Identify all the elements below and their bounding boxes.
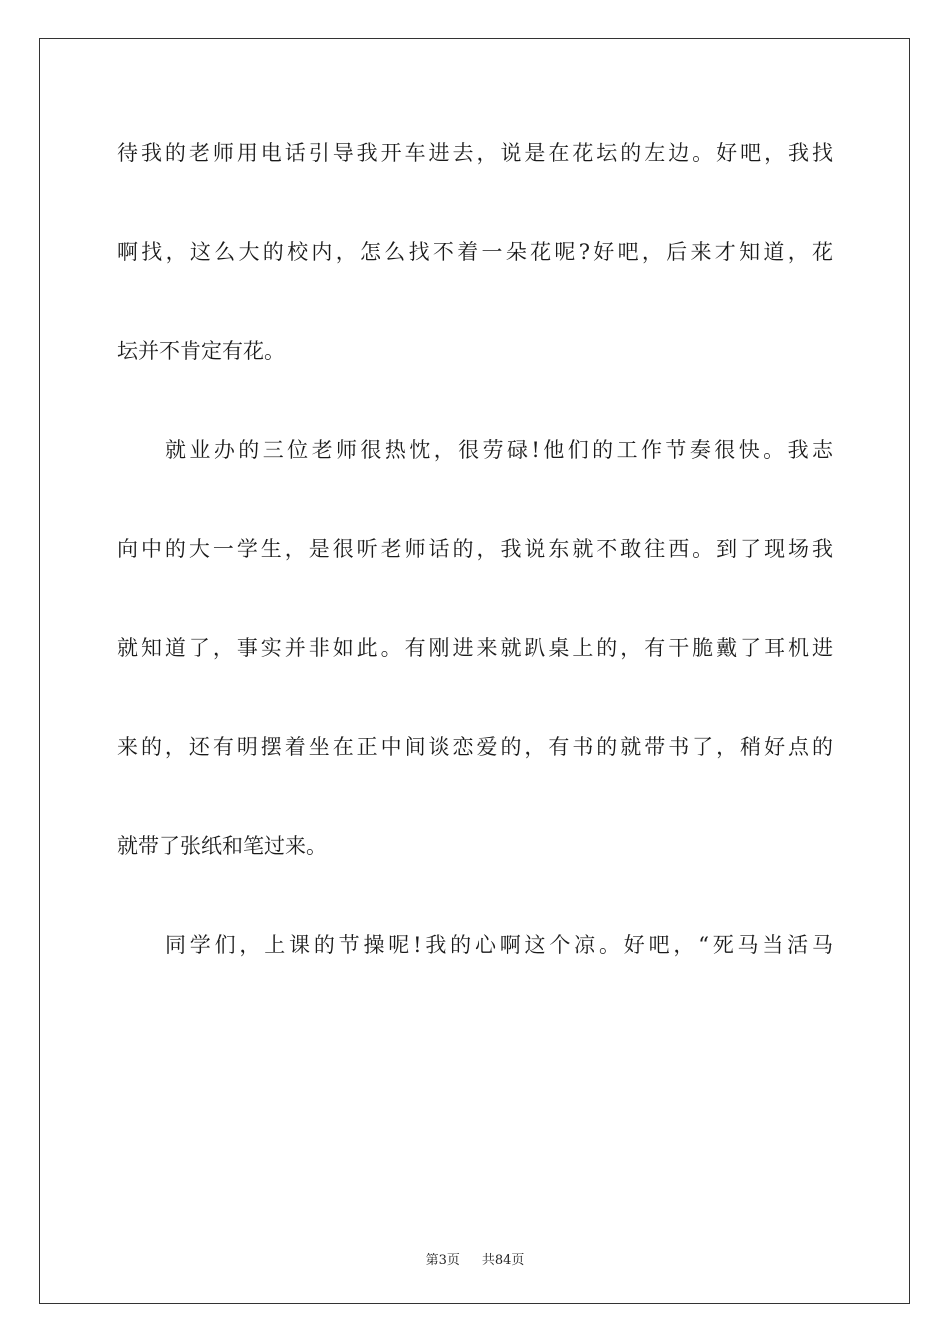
page-footer	[0, 1249, 950, 1268]
page-total: 共84页	[481, 1253, 525, 1268]
text-line: 来的，还有明摆着坐在正中间谈恋爱的，有书的就带书了，稍好点的	[117, 735, 833, 759]
text-line: 啊找，这么大的校内，怎么找不着一朵花呢?好吧，后来才知道，花	[117, 240, 833, 264]
text-line: 就带了张纸和笔过来。	[117, 834, 327, 858]
text-line: 就知道了，事实并非如此。有刚进来就趴桌上的，有干脆戴了耳机进	[117, 636, 833, 660]
text-line: 待我的老师用电话引导我开车进去，说是在花坛的左边。好吧，我找	[117, 141, 833, 165]
text-line: 向中的大一学生，是很听老师话的，我说东就不敢往西。到了现场我	[117, 537, 833, 561]
paragraph-start-line: 就业办的三位老师很热忱，很劳碌!他们的工作节奏很快。我志	[165, 438, 833, 462]
document-body	[117, 126, 833, 1017]
text-line: 坛并不肯定有花。	[117, 339, 285, 363]
paragraph-start-line: 同学们，上课的节操呢!我的心啊这个凉。好吧，“死马当活马	[165, 933, 833, 957]
page-number: 第3页	[425, 1253, 460, 1268]
